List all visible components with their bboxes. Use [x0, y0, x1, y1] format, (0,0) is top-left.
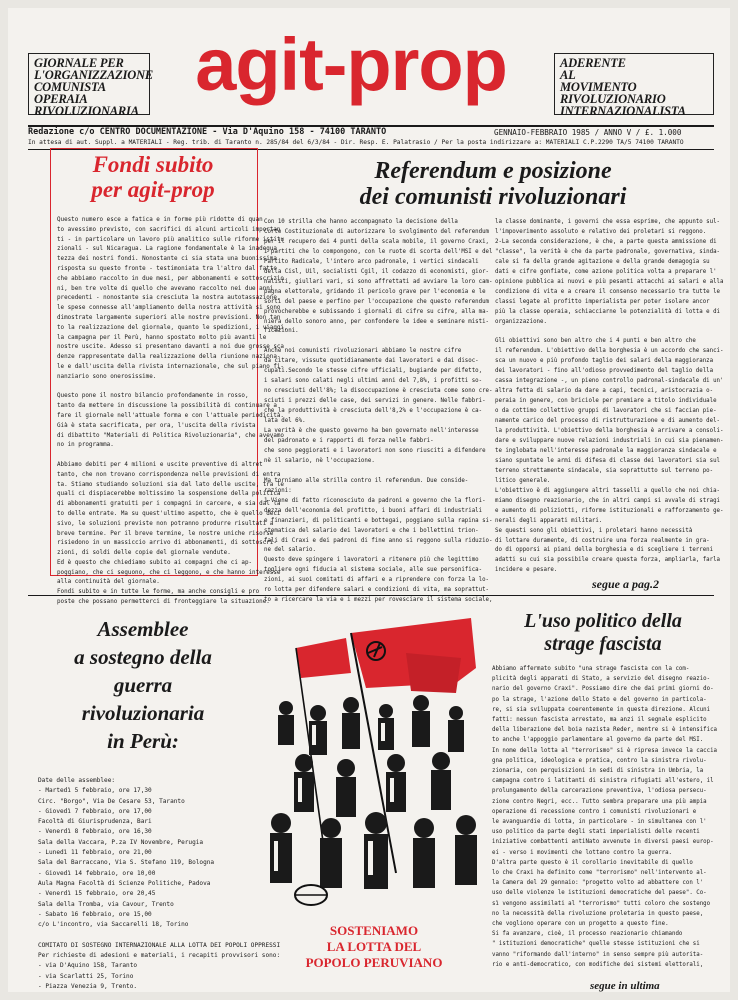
text-line: denze rappresentate dalla realizzazione della riunione naziona- [57, 354, 281, 361]
text-line: di dibattito "Materiali di Politica Rivoluzionaria", che avevamo [57, 432, 284, 439]
text-line: prolungamento della carcerazione preventiva, l'odiosa persecu- [492, 788, 707, 795]
text-line: fatti: nessun fascista arrestato, ma anzi il segnale esplicito [492, 717, 707, 724]
text-line: Ed è questo che chiediamo subito ai compagni che ci ap- [57, 559, 253, 566]
text-line: dati e cifre gonfiate, come azione politica volta a preparare l' [495, 268, 717, 275]
redazione-line: Redazione c/o CENTRO DOCUMENTAZIONE - Via D'Aquino 158 - 74100 TARANTO [28, 127, 387, 137]
text-line: Sala del Barraccano, Via S. Stefano 119, Bologna [38, 859, 215, 867]
text-line: COMITATO DI SOSTEGNO INTERNAZIONALE ALLA LOTTA DEI POPOLI OPPRESSI [38, 941, 281, 949]
caption-line: SOSTENIAMO [329, 923, 419, 938]
text-line: della Cisl, Uil, socialisti Cgil, il codazzo di economisti, gior- [264, 268, 490, 275]
text-line: che la produttività è cresciuta dell'8,2% e l'occupazione è ca- [264, 408, 483, 415]
text-line: provocherebbe e subissando i giornali di cifre su cifre, alla ma- [264, 308, 490, 315]
text-line: incidere e pesare. [495, 567, 558, 574]
text-line: organizzazione. [495, 318, 547, 325]
assemblee-title-line: rivoluzionaria [81, 701, 205, 725]
text-line: la classe dominante, i governi che essa esprime, che appunto sul- [495, 219, 721, 225]
text-line: di abbonamenti gratuiti per i compagni in carcere, e sia dal la [57, 501, 281, 508]
text-line: nerali degli apparati militari. [495, 517, 603, 524]
text-line: - Martedì 5 febbraio, ore 17,30 [38, 787, 152, 795]
text-line: sca un nuovo e più profondo taglio dei salari della maggioranza [495, 358, 714, 365]
text-line: no la necessità della rivoluzione proletaria in questo paese, [492, 910, 704, 917]
text-line: più la classe operaia, schiacciarne le potenzialità di lotta e di [495, 308, 721, 315]
text-line: "classe", la verità è che da parte padronale, governativa, sinda- [495, 248, 721, 255]
text-line: - Giovedì 14 febbraio, ore 10,00 [38, 869, 156, 877]
text-line: adatti su cui sia possibile creare questa forza, ampliarla, farla [495, 557, 721, 564]
text-line: nè il salario, nè l'occupazione. [264, 457, 375, 464]
text-line: per il recupero dei 4 punti della scala mobile, il governo Craxi, [264, 238, 490, 245]
text-line: Questo pone il nostro bilancio profondamente in rosso, [57, 393, 249, 400]
referendum-col-1 [264, 218, 493, 606]
text-line: to anche l'appoggio parlamentare al governo da parte del MSI. [492, 737, 704, 744]
text-line: di lottare duramente, di costruire una forza realmente in gra- [495, 537, 710, 544]
text-line: - via Scarlatti 25, Torino [38, 972, 134, 980]
text-line: to avessimo previsto, con sacrifici di alcuni articoli importan [57, 226, 281, 233]
text-line: l'impoverimento assoluto e relativo dei proletari si reggono. [495, 228, 707, 235]
text-line: terreno strettamente sindacale, sia soprattutto sul terreno po- [495, 467, 714, 474]
text-line: i partiti che lo compongono, con le ruote di scorta dell'MSI e del [264, 248, 493, 255]
text-line: le e dall'uscita della rivista internazionale, che sul piano fi- [57, 363, 284, 370]
text-line: Gli obiettivi sono ben altro che i 4 punti e ben altro che [495, 338, 696, 345]
text-line: te inglobata nell'interesse padronale la maggioranza sindacale e [495, 447, 717, 454]
text-line: Facoltà di Giurisprudenza, Bari [38, 818, 152, 826]
masthead-left-line: COMUNISTA [34, 80, 106, 94]
text-line: po la strage, l'azione dello Stato e del governo in particola- [492, 696, 707, 703]
text-line: Abbiamo debiti per 4 milioni e uscite preventive di altret [57, 461, 263, 468]
text-line: pagna elettorale, gridando il pericolo grave per l'economia e le [264, 288, 486, 295]
text-line: e finanzieri, di politicanti e bottegai, poggiano sulla rapina si- [264, 517, 493, 524]
text-line: do di opporsi ai piani della borghesia e di scegliere i terreni [495, 547, 714, 554]
strage-text [492, 664, 720, 970]
text-line: plicità degli apparati di Stato, a servizio del disegno reazio- [492, 676, 711, 683]
text-line: o da cottimo collettivo gruppi di lavoratori che si faccian pie- [495, 408, 717, 415]
text-line: dezza dell'economia del profitto, i buoni affari di industriali [264, 507, 483, 514]
text-line: re, si sia sviluppata coerentemente in questa direzione. Alcuni [492, 706, 711, 713]
masthead-right-line: ADERENTE [560, 56, 626, 70]
issue-line: GENNAIO-FEBBRAIO 1985 / ANNO V / £. 1.000 [494, 128, 682, 137]
text-line: Ma torniamo alle strilla contro il referendum. Due conside- [264, 477, 469, 484]
text-line: alla continuità del giornale. [57, 579, 160, 586]
poster-caption [298, 923, 450, 971]
text-line: zioni, di soldi delle copie del giornale vendute. [57, 550, 231, 557]
text-line: cassa integrazione -, un pieno controllo padronal-sindacale di un' [495, 378, 724, 385]
text-line: - Giovedì 7 febbraio, ore 17,00 [38, 807, 152, 815]
masthead-right-line: AL [560, 68, 576, 82]
referendum-col-2 [495, 218, 724, 576]
strage-title-1: L'uso politico della [524, 610, 682, 632]
text-line: poste che possano permetterci di fronteggiare la situazione. [57, 599, 270, 606]
text-line: uso delle violenze le istituzioni democratiche del paese". Co- [492, 890, 707, 897]
text-line: nostre uscite. Adesso si presentano davanti a noi due grosse sca [57, 344, 284, 351]
text-line: opinione pubblica ai nuovi e più pesanti attacchi ai salari e alla [495, 278, 724, 285]
text-line: siano spuntate le armi di difesa di classe dei lavoratori sia sul [495, 457, 721, 464]
text-line: to delle entrate. Ma su quest'ultimo aspetto, che è quello deci [57, 510, 281, 517]
fondi-title-1: Fondi subito [92, 152, 214, 177]
text-line: 1-Viene di fatto riconosciuto da padroni e governo che la flori- [264, 497, 486, 504]
text-line [264, 337, 490, 347]
text-line: Con 10 strilla che hanno accompagnato la decisione della [264, 219, 458, 225]
assemblee-title-line: guerra [113, 673, 173, 697]
text-line: Fondi subito e in tutte le forme, ma anche consigli e pro [57, 589, 260, 596]
referendum-title-1: Referendum e posizione [374, 158, 612, 184]
text-line: da citare, vissute quotidianamente dai lavoratori e dai disoc- [264, 358, 479, 365]
text-line: campagna contro i latitanti di sinistra rifugiati all'estero, il [492, 778, 714, 785]
text-line: quali ci dispiacerebbe moltissimo la sospensione della politica [57, 491, 281, 498]
text-line [264, 467, 490, 477]
text-line: niera dello sonoro anno, per confondere le idee e seminare misti- [264, 318, 490, 325]
referendum-segue: segue a pag.2 [592, 577, 659, 591]
text-line: operazione di recessione contro i comunisti rivoluzionari e [492, 808, 697, 815]
text-line: risposta su questo fronte - testimoniata tra l'altro dal fatto [57, 265, 277, 272]
masthead-left-line: OPERAIA [34, 92, 88, 106]
text-line: - Venerdì 15 febbraio, ore 20,45 [38, 890, 156, 898]
masthead-right-line: RIVOLUZIONARIO [560, 92, 666, 106]
text-line: le avanguardie di lotta, in particolare - in simultanea con l' [492, 819, 707, 826]
masthead-left-line: GIORNALE PER [34, 56, 124, 70]
caption-line: POPOLO PERUVIANO [305, 955, 443, 970]
text-line: - Lunedì 11 febbraio, ore 21,00 [38, 849, 152, 857]
assemblee-title-line: a sostegno della [74, 645, 212, 669]
text-line: poggiano, che ci seguono, che ci leggono, e che hanno interesse [57, 569, 281, 576]
text-line [495, 327, 721, 337]
text-line: Partito Radicale, l'intero arco padronale, i vertici sindacali [264, 258, 479, 265]
text-line: sciuti i prezzi delle case, dei servizi in genere. Nelle fabbri- [264, 398, 486, 405]
text-line: del padronato e i rapporti di forza nelle fabbri- [264, 437, 434, 444]
text-line: e aumento di poliziotti, riforme istituzionali e rafforzamento ge- [495, 507, 724, 514]
text-line: dare e sviluppare nuove relazioni industriali in cui sia pienamen- [495, 437, 724, 444]
assemblee-text [38, 776, 281, 992]
masthead-right-line: MOVIMENTO [560, 80, 637, 94]
text-line: dei lavoratori - fino all'odioso provvedimento del taglio della [495, 368, 714, 375]
text-line: " istituzioni democratiche" quelle stesse istituzioni che si [492, 941, 700, 948]
text-line: ei - verso i movimenti che lottano contro la guerra. [492, 849, 673, 856]
text-line: zione contro Negri, ecc.. Tutto sembra preparare una più ampia [492, 798, 707, 805]
fondi-title-2: per agit-prop [91, 177, 215, 202]
caption-line: LA LOTTA DEL [326, 939, 422, 954]
masthead-right-box [554, 53, 714, 118]
text-line: lata del 6%. [264, 418, 306, 425]
text-line: Sala della Tromba, via Cavour, Trento [38, 900, 174, 908]
text-line: uso politico da parte degli stati imperialisti delle recenti [492, 829, 700, 836]
text-line: gna politica, ideologica e pratica, contro la sinistra rivolu- [492, 757, 707, 764]
text-line: stematica del salario dei lavoratori e che i bollettini trion- [264, 527, 479, 534]
text-line: ne del salario. [264, 547, 316, 554]
text-line: ni, ben tre volte di quello che avevamo raccolto nei due anni [57, 285, 274, 292]
text-line: miamo disegno reazionario, che in altri campi si avvale di stragi [495, 497, 721, 504]
text-line: Questo deve spingere i lavoratori a ritenere più che legittimo [264, 557, 479, 564]
text-line: - Piazza Venezia 9, Trento. [38, 982, 138, 990]
text-line: Circ. "Borgo", Via De Cesare 53, Taranto [38, 797, 185, 805]
text-line: il referendum. L'obiettivo della borghesia è un accordo che sanci- [495, 348, 724, 355]
text-line: Corte Costituzionale di autorizzare lo svolgimento del referendum [264, 228, 490, 235]
text-line: sivo, le soluzioni previste non potranno produrre risultati a [57, 520, 274, 527]
text-line: ro lotta per difendere salari e condizioni di vita, ma soprattut- [264, 587, 490, 594]
text-line: Si fa avanzare, cioè, il processo reazionario chiamando [492, 931, 683, 938]
text-line: to la realizzazione del giornale, quanto le spedizioni, i viaggi, [57, 324, 288, 331]
text-line: sorti del paese e perfino per l'occupazione che questo referendum [264, 298, 490, 305]
info-line: In attesa di aut. Suppl. a MATERIALI - Reg. trib. di Taranto n. 285/84 del 6/3/84 - Dir. Resp. E. Palatrasio / Per la posta indirizzare a: MATERIALI C.P.2290 TA/5 74100 TARANTO [28, 139, 684, 146]
text-line: la campagna per il Perù, hanno spostato molto più avanti le [57, 334, 267, 341]
text-line: Questo numero esce a fatica e in forme più ridotte di quan [57, 217, 263, 223]
text-line: che abbiamo raccolto in due mesi, per abbonamenti e sottoscrizio [57, 275, 284, 282]
masthead-left-line: L'ORGANIZZAZIONE [34, 68, 154, 82]
text-line: dimostrate largamente superiori alle nostre previsioni. Non tan [57, 314, 281, 321]
text-line: Date delle assemblee: [38, 777, 116, 784]
masthead-right-line: INTERNAZIONALISTA [560, 104, 686, 118]
referendum-title-2: dei comunisti rivoluzionari [359, 184, 627, 210]
text-line: ficazioni. [264, 328, 299, 335]
text-line: lo che Craxi ha definito come "terrorismo" nell'intervento al- [492, 870, 707, 877]
text-line: 2-La seconda considerazione, è che, a parte questa ammissione di [495, 238, 717, 245]
text-line: tanto, che non trovano corrispondenza nelle previsioni di entra [57, 471, 281, 478]
text-line: Già è stata sacrificata, per ora, l'uscita della rivista [57, 422, 256, 429]
text-line: iniziative combattenti antiNato avvenute in diversi paesi europ- [492, 839, 714, 846]
text-line: no cresciuti dell'8%; la disoccupazione è cresciuta come sono cre- [264, 388, 493, 395]
text-line: classi legate al profitto imperialista per poter isolare ancor [495, 298, 710, 305]
text-line: - via D'Aquino 158, Taranto [38, 962, 138, 970]
text-line: ti - in particolare un lavoro più analitico sulle riforme istitu [57, 236, 284, 243]
spacer [57, 383, 253, 393]
masthead-left-line: RIVOLUZIONARIA [34, 104, 139, 118]
assemblee-title-line: in Perù: [107, 729, 179, 753]
text-line: la Camera del 29 gennaio: "progetto volto ad abbattere con l' [492, 880, 704, 887]
text-line: rio e anti-democratico, con modifiche dei sistemi elettorali, [492, 961, 704, 968]
text-line: Se questi sono gli obiettivi, i proletari hanno necessità [495, 527, 693, 534]
masthead-title: agit-prop [195, 23, 507, 106]
text-line: breve termine. Per il breve termine, le nostre uniche risorse [57, 530, 274, 537]
text-line: tezza dei nostri fondi. Nonostante ci sia stata una buonissima [57, 256, 277, 263]
text-line: Anche noi comunisti rivoluzionari abbiamo le nostre cifre [264, 348, 462, 355]
text-line: cupati.Secondo le stesse cifre ufficiali, bugiarde per difetto, [264, 368, 483, 375]
text-line: Aula Magna Facoltà di Scienze Politiche, Padova [38, 879, 211, 887]
strage-segue: segue in ultima [590, 980, 660, 992]
text-line: - Venerdì 8 febbraio, ore 16,30 [38, 828, 152, 836]
text-line: - Sabato 16 febbraio, ore 15,00 [38, 910, 152, 918]
text-line: risiedono in un massiccio arrivo di abbonamenti, di sottoscri- [57, 540, 277, 547]
assemblee-title [38, 615, 248, 755]
text-line: zioni, ai suoi comitati di affari e a riprendere con forza la lo- [264, 577, 490, 584]
text-line: la produttività. L'obiettivo della borghesia è arrivare a consoli- [495, 428, 724, 435]
text-line: zionali - sul Nicaragua. La ragione fondamentale è la inadegua [57, 246, 277, 253]
text-line: fare il giornale nell'attuale forma e con l'attuale periodicità. [57, 412, 284, 419]
masthead-left-box [28, 53, 154, 118]
text-line: Abbiamo affermato subito "una strage fascista con la com- [492, 666, 690, 672]
text-line: della liberazione del boia nazista Reder, mentre si è intensifica [492, 727, 718, 734]
text-line: to a ricercare la via e i mezzi per rovesciare il sistema sociale, [264, 597, 493, 604]
text-line: tanto da mettere in discussione la possibilità di continuare a [57, 403, 277, 410]
text-line: peraia in genere, con briciole per premiare a titolo individuale [495, 398, 717, 405]
text-line: L'obiettivo è di aggiungere altri tasselli a quello che noi chia- [495, 487, 721, 494]
text-line: D'altra parte questo è il corollario inevitabile di quello [492, 859, 693, 866]
text-line: fali di Craxi e dei padroni di fine anno si reggono sulla riduzio- [264, 537, 493, 544]
text-line [38, 930, 254, 940]
peru-poster-illustration [256, 613, 486, 923]
text-line: le spese connesse all'ampliamento della nostra attività si sono [57, 305, 281, 312]
text-line: i salari sono calati negli ultimi anni del 7,8%, i profitti so- [264, 378, 483, 385]
text-line: litico generale. [495, 477, 551, 484]
text-line: c/o L'incontro, via Saccarelli 18, Torino [38, 921, 189, 929]
text-line: che vogliono operare con un progetto a questo fine. [492, 921, 669, 928]
text-line: nanziario sono onerosissime. [57, 373, 157, 380]
text-line: condizione di vita e a creare il consenso necessario tra tutte le [495, 288, 721, 295]
text-line: ta. Stiamo studiando soluzioni sia dal lato delle uscite, tra le [57, 481, 284, 488]
text-line: nario del governo Craxi". Possiamo dire che dai primi giorni do- [492, 686, 714, 693]
text-line: no in programma. [57, 442, 114, 449]
section-rule [28, 595, 714, 596]
newspaper-page [8, 8, 730, 992]
text-line: che sono peggiorati e i lavoratori non sono riusciti a difendere [264, 447, 486, 454]
text-line: zionaria, con perquisizioni in sedi di sinistra in Umbria, la [492, 768, 704, 775]
text-line: La verità è che questo governo ha ben governato nell'interesse [264, 428, 479, 435]
text-line: togliere ogni fiducia al sistema sociale, alle sue personifica- [264, 567, 483, 574]
text-line: Per richieste di adesioni e materiali, i recapiti provvisori sono: [38, 952, 281, 960]
text-line: In nome della lotta al "terrorismo" si è ripresa invece la caccia [492, 747, 718, 754]
text-line: sì vengono assimilati al "terrorismo" tutti coloro che sostengo [492, 900, 711, 907]
text-line: cale si fa della grande agitazione e della grande demagogia su [495, 258, 710, 265]
text-line: altra fetta di salario da dare a capi, tecnici, aristocrazia o- [495, 388, 714, 395]
text-line: vanno "riformando dall'interno" in senso sempre più autorita- [492, 951, 704, 958]
spacer [57, 451, 253, 461]
text-line: precedenti - nonostante sia cresciuta la nostra autotassazione, [57, 295, 281, 302]
text-line: Sala della Vaccara, P.za IV Novembre, Perugia [38, 838, 204, 846]
text-line: namente carico del processo di ristrutturazione e di aumento del- [495, 418, 721, 425]
strage-title-2: strage fascista [544, 633, 662, 655]
text-line: nalisti, giullari vari, si sono affrettati ad avviare la loro cam- [264, 278, 493, 285]
text-line: razioni: [264, 487, 292, 494]
assemblee-title-line: Assemblee [97, 617, 189, 641]
